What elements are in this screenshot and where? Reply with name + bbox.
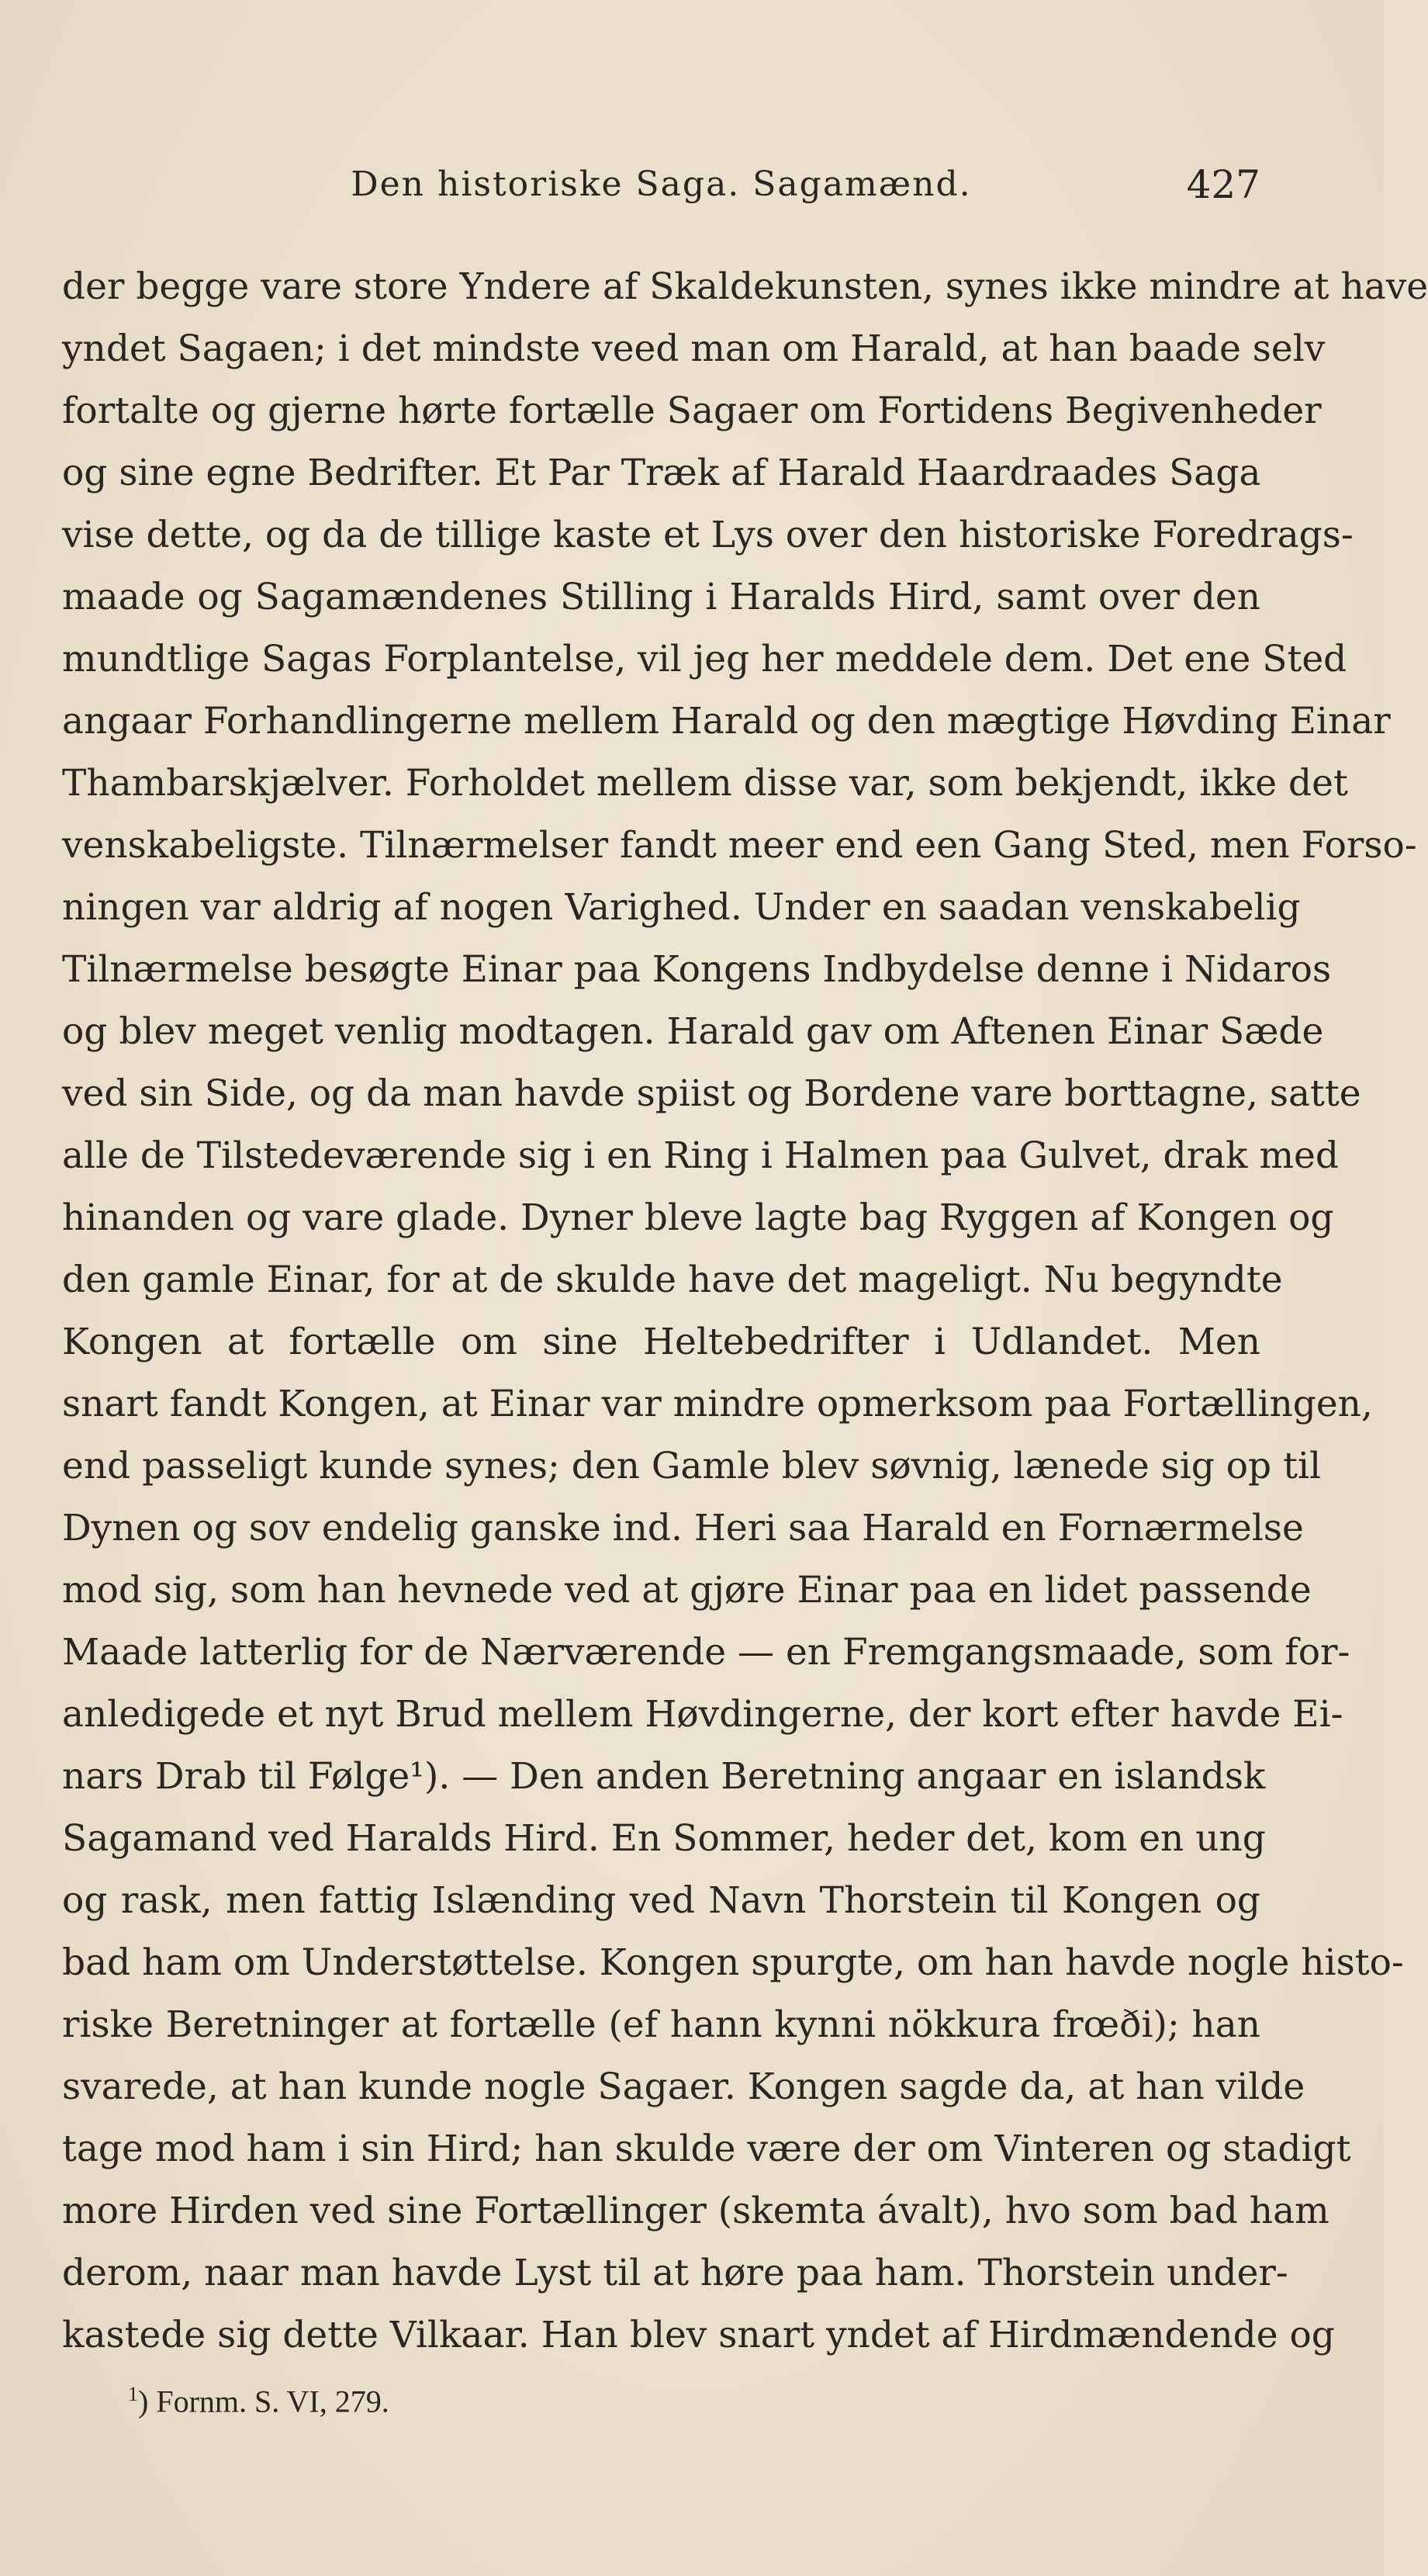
text-line: kastede sig dette Vilkaar. Han blev snart yndet af Hirdmændende og xyxy=(62,2314,1335,2356)
text-line: derom, naar man havde Lyst til at høre paa ham. Thorstein under- xyxy=(62,2252,1288,2294)
text-line: maade og Sagamændenes Stilling i Haralds Hird, samt over den xyxy=(62,576,1260,618)
text-line: den gamle Einar, for at de skulde have det mageligt. Nu begyndte xyxy=(62,1259,1283,1301)
text-line: angaar Forhandlingerne mellem Harald og den mægtige Høvding Einar xyxy=(62,700,1391,743)
text-line: og blev meget venlig modtagen. Harald gav om Aftenen Einar Sæde xyxy=(62,1010,1324,1053)
page-number: 427 xyxy=(1186,162,1260,207)
text-line: end passeligt kunde synes; den Gamle blev søvnig, lænede sig op til xyxy=(62,1445,1322,1487)
text-line: vise dette, og da de tillige kaste et Lys over den historiske Foredrags- xyxy=(62,514,1354,556)
body-text xyxy=(62,256,1428,2367)
text-line: riske Beretninger at fortælle (ef hann kynni nökkura frœði); han xyxy=(62,2003,1260,2046)
text-line: fortalte og gjerne hørte fortælle Sagaer om Fortidens Begivenheder xyxy=(62,390,1322,432)
text-line: mod sig, som han hevnede ved at gjøre Einar paa en lidet passende xyxy=(62,1569,1312,1612)
text-line: ved sin Side, og da man havde spiist og Bordene vare borttagne, satte xyxy=(62,1072,1361,1115)
text-line: bad ham om Understøttelse. Kongen spurgte, om han havde nogle histo- xyxy=(62,1941,1404,1984)
text-line: ningen var aldrig af nogen Varighed. Under en saadan venskabelig xyxy=(62,886,1301,929)
text-line: yndet Sagaen; i det mindste veed man om Harald, at han baade selv xyxy=(62,327,1326,370)
text-line: tage mod ham i sin Hird; han skulde være der om Vinteren og stadigt xyxy=(62,2128,1351,2170)
text-line: anledigede et nyt Brud mellem Høvdingerne, der kort efter havde Ei- xyxy=(62,1693,1343,1736)
footnote-text: ) Fornm. S. VI, 279. xyxy=(138,2384,389,2419)
text-line: Dynen og sov endelig ganske ind. Heri saa Harald en Fornærmelse xyxy=(62,1507,1304,1549)
text-line: alle de Tilstedeværende sig i en Ring i Halmen paa Gulvet, drak med xyxy=(62,1134,1339,1177)
footnote-mark: 1 xyxy=(128,2383,138,2405)
text-line: Sagamand ved Haralds Hird. En Sommer, heder det, kom en ung xyxy=(62,1817,1266,1860)
text-line: nars Drab til Følge¹). — Den anden Beretning angaar en islandsk xyxy=(62,1755,1266,1798)
text-line: og rask, men fattig Islænding ved Navn Thorstein til Kongen og xyxy=(62,1879,1260,1922)
text-line: mundtlige Sagas Forplantelse, vil jeg her meddele dem. Det ene Sted xyxy=(62,638,1347,680)
text-line: der begge vare store Yndere af Skaldekunsten, synes ikke mindre at have xyxy=(62,265,1428,308)
text-line: venskabeligste. Tilnærmelser fandt meer end een Gang Sted, men Forso- xyxy=(62,824,1417,867)
running-head xyxy=(62,161,1260,208)
footnote xyxy=(128,2371,826,2425)
running-title: Den historiske Saga. Sagamænd. xyxy=(351,164,972,204)
text-line: Thambarskjælver. Forholdet mellem disse var, som bekjendt, ikke det xyxy=(62,762,1348,805)
text-line: og sine egne Bedrifter. Et Par Træk af Harald Haardraades Saga xyxy=(62,452,1261,494)
text-line: Kongen at fortælle om sine Heltebedrifter i Udlandet. Men xyxy=(62,1321,1260,1363)
text-line: hinanden og vare glade. Dyner bleve lagte bag Ryggen af Kongen og xyxy=(62,1196,1334,1239)
text-line: Maade latterlig for de Nærværende — en Fremgangsmaade, som for- xyxy=(62,1631,1350,1674)
text-line: svarede, at han kunde nogle Sagaer. Kongen sagde da, at han vilde xyxy=(62,2065,1305,2108)
text-line: Tilnærmelse besøgte Einar paa Kongens Indbydelse denne i Nidaros xyxy=(62,948,1332,991)
text-line: snart fandt Kongen, at Einar var mindre opmerksom paa Fortællingen, xyxy=(62,1383,1373,1425)
text-line: more Hirden ved sine Fortællinger (skemta ávalt), hvo som bad ham xyxy=(62,2190,1329,2232)
